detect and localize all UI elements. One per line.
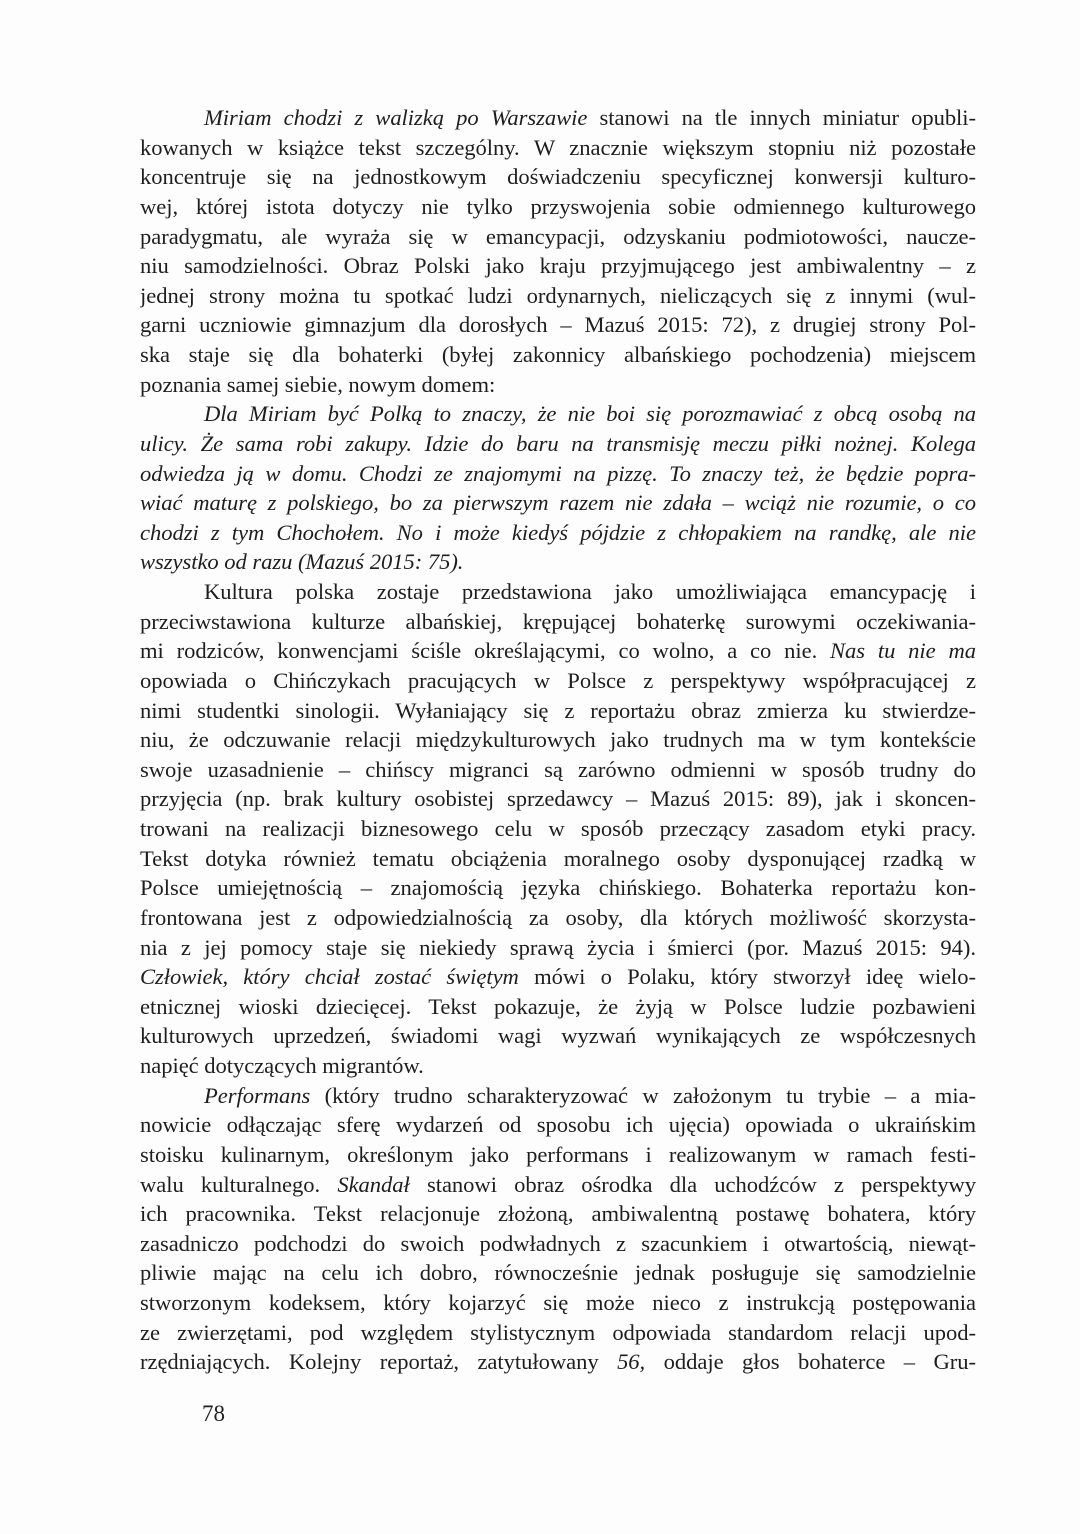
text-run: Kultura polska zostaje przedstawiona jako umożliwiająca emancypację i (204, 579, 976, 604)
text-run: koncentruje się na jednostkowym doświadczeniu specyficznej konwersji kulturo- (140, 164, 976, 190)
text-line (140, 962, 976, 992)
text-run: niu samodzielności. Obraz Polski jako kraju przyjmującego jest ambiwalentny – z (140, 253, 976, 279)
text-line (140, 222, 976, 252)
text-line (140, 399, 976, 429)
paragraph-performans (140, 1081, 976, 1377)
text-line (140, 370, 976, 400)
text-run: nia z jej pomocy staje się niekiedy sprawą życia i śmierci (por. Mazuś 2015: 94). (140, 934, 976, 960)
text-line (140, 784, 976, 814)
text-line (140, 903, 976, 933)
text-line (140, 755, 976, 785)
text-run: napięć dotyczących migrantów. (140, 1053, 424, 1078)
text-run: stanowi na tle innych miniatur opubli- (587, 105, 976, 130)
text-run: kulturowych uprzedzeń, świadomi wagi wyzwań wynikających ze współczesnych (140, 1023, 976, 1049)
text-run: swoje uzasadnienie – chińscy migranci są zarówno odmienni w sposób trudny do (140, 756, 976, 782)
text-line (140, 192, 976, 222)
text-run: garni uczniowie gimnazjum dla dorosłych – Mazuś 2015: 72), z drugiej strony Pol- (140, 312, 976, 338)
text-line (140, 340, 976, 370)
text-line (140, 844, 976, 874)
text-run: frontowana jest z odpowiedzialnością za osoby, dla których możliwość skorzysta- (140, 904, 976, 930)
text-line (140, 251, 976, 281)
italic-text-run: ulicy. Że sama robi zakupy. Idzie do baru na transmisję meczu piłki nożnej. Kolega (140, 430, 976, 456)
text-line (140, 1170, 976, 1200)
italic-text-run: Człowiek, który chciał zostać świętym (140, 964, 519, 990)
text-line (140, 1318, 976, 1348)
text-line (140, 1081, 976, 1111)
text-line (140, 577, 976, 607)
paragraph-kultura-polska (140, 577, 976, 1081)
text-line (140, 429, 976, 459)
text-run: wej, której istota dotyczy nie tylko przyswojenia sobie odmiennego kulturowego (140, 193, 976, 219)
text-run: poznania samej siebie, nowym domem: (140, 371, 496, 397)
text-run: kowanych w książce tekst szczególny. W znacznie większym stopniu niż pozostałe (140, 134, 976, 160)
text-line (140, 1110, 976, 1140)
text-run: nimi studentki sinologii. Wyłaniający się z reportażu obraz zmierza ku stwierdze- (140, 697, 976, 723)
text-run: ich pracownika. Tekst relacjonuje złożoną, ambiwalentną postawę bohatera, który (140, 1201, 976, 1227)
text-run: jednej strony można tu spotkać ludzi ordynarnych, nieliczących się z innymi (wul- (140, 282, 976, 308)
text-line (140, 636, 976, 666)
text-line (140, 1199, 976, 1229)
text-run: przyjęcia (np. brak kultury osobistej sprzedawcy – Mazuś 2015: 89), jak i skoncen- (140, 786, 976, 812)
text-line (140, 1140, 976, 1170)
italic-text-run: odwiedza ją w domu. Chodzi ze znajomymi na pizzę. To znaczy też, że będzie popra- (140, 460, 976, 486)
text-line (140, 666, 976, 696)
text-run: walu kulturalnego. (140, 1171, 338, 1197)
text-line (140, 1288, 976, 1318)
text-block (140, 103, 976, 1377)
text-run: Tekst dotyka również tematu obciążenia moralnego osoby dysponującej rzadką w (140, 845, 976, 871)
text-line (140, 518, 976, 548)
text-line (140, 459, 976, 489)
text-run: pliwie mając na celu ich dobro, równocześnie jednak posługuje się samodzielnie (140, 1260, 976, 1286)
text-run: stanowi obraz ośrodka dla uchodźców z perspektywy (409, 1171, 976, 1197)
text-run: nowicie odłączając sferę wydarzeń od sposobu ich ujęcia) opowiada o ukraińskim (140, 1112, 976, 1138)
text-line (140, 162, 976, 192)
text-run: zasadniczo podchodzi do swoich podwładnych z szacunkiem i otwartością, niewąt- (140, 1230, 976, 1256)
text-line (140, 607, 976, 637)
text-line (140, 310, 976, 340)
page-number: 78 (202, 1401, 225, 1426)
text-run: stoisku kulinarnym, określonym jako performans i realizowanym w ramach festi- (140, 1141, 976, 1167)
text-run: niu, że odczuwanie relacji międzykulturowych jako trudnych ma w tym kontekście (140, 727, 976, 753)
text-run: ska staje się dla bohaterki (byłej zakonnicy albańskiego pochodzenia) miejscem (140, 342, 976, 367)
blockquote-mazus-75 (140, 399, 976, 577)
text-line (140, 1021, 976, 1051)
text-run: paradygmatu, ale wyraża się w emancypacji, odzyskaniu podmiotowości, naucze- (140, 223, 976, 249)
text-line (140, 873, 976, 903)
text-run: przeciwstawiona kulturze albańskiej, krępującej bohaterkę surowymi oczekiwania- (140, 608, 976, 634)
italic-text-run: Dla Miriam być Polką to znaczy, że nie boi się porozmawiać z obcą osobą na (204, 401, 976, 427)
italic-text-run: Miriam chodzi z walizką po Warszawie (204, 105, 588, 130)
text-run: etnicznej wioski dziecięcej. Tekst pokazuje, że żyją w Polsce ludzie pozbawieni (140, 993, 976, 1019)
text-line (140, 725, 976, 755)
italic-text-run: Skandał (337, 1171, 410, 1197)
text-run: rzędniających. Kolejny reportaż, zatytułowany (140, 1349, 618, 1375)
text-run: opowiada o Chińczykach pracujących w Polsce z perspektywy współpracującej z (140, 667, 976, 693)
text-line (140, 1258, 976, 1288)
text-line (140, 1051, 976, 1081)
text-run: (który trudno scharakteryzować w założonym tu trybie – a mia- (310, 1082, 976, 1108)
text-line (140, 1229, 976, 1259)
text-line (140, 814, 976, 844)
text-run: stworzonym kodeksem, który kojarzyć się może nieco z instrukcją postępowania (140, 1290, 976, 1315)
text-line (140, 1347, 976, 1377)
italic-text-run: chodzi z tym Chochołem. No i może kiedyś pójdzie z chłopakiem na randkę, ale nie (140, 519, 976, 545)
text-line (140, 933, 976, 963)
italic-text-run: Nas tu nie ma (830, 638, 976, 664)
italic-text-run: 56, (617, 1349, 646, 1375)
text-run: mi rodziców, konwencjami ściśle określającymi, co wolno, a co nie. (140, 638, 831, 664)
text-line (140, 281, 976, 311)
text-run: Polsce umiejętnością – znajomością języka chińskiego. Bohaterka reportażu kon- (140, 875, 976, 901)
italic-text-run: Performans (204, 1082, 311, 1108)
text-line (140, 488, 976, 518)
text-run: oddaje głos bohaterce – Gru- (645, 1349, 976, 1375)
paragraph-miriam (140, 103, 976, 399)
text-line (140, 992, 976, 1022)
text-line (140, 103, 976, 133)
italic-text-run: wiać maturę z polskiego, bo za pierwszym razem nie zdała – wciąż nie rozumie, o co (140, 490, 976, 516)
text-line (140, 133, 976, 163)
text-line (140, 696, 976, 726)
text-run: trowani na realizacji biznesowego celu w sposób przeczący zasadom etyki pracy. (140, 816, 976, 841)
text-run: ze zwierzętami, pod względem stylistycznym odpowiada standardom relacji upod- (140, 1319, 976, 1345)
text-line (140, 547, 976, 577)
italic-text-run: wszystko od razu (Mazuś 2015: 75). (140, 549, 464, 575)
text-run: mówi o Polaku, który stworzył ideę wielo- (518, 964, 976, 990)
